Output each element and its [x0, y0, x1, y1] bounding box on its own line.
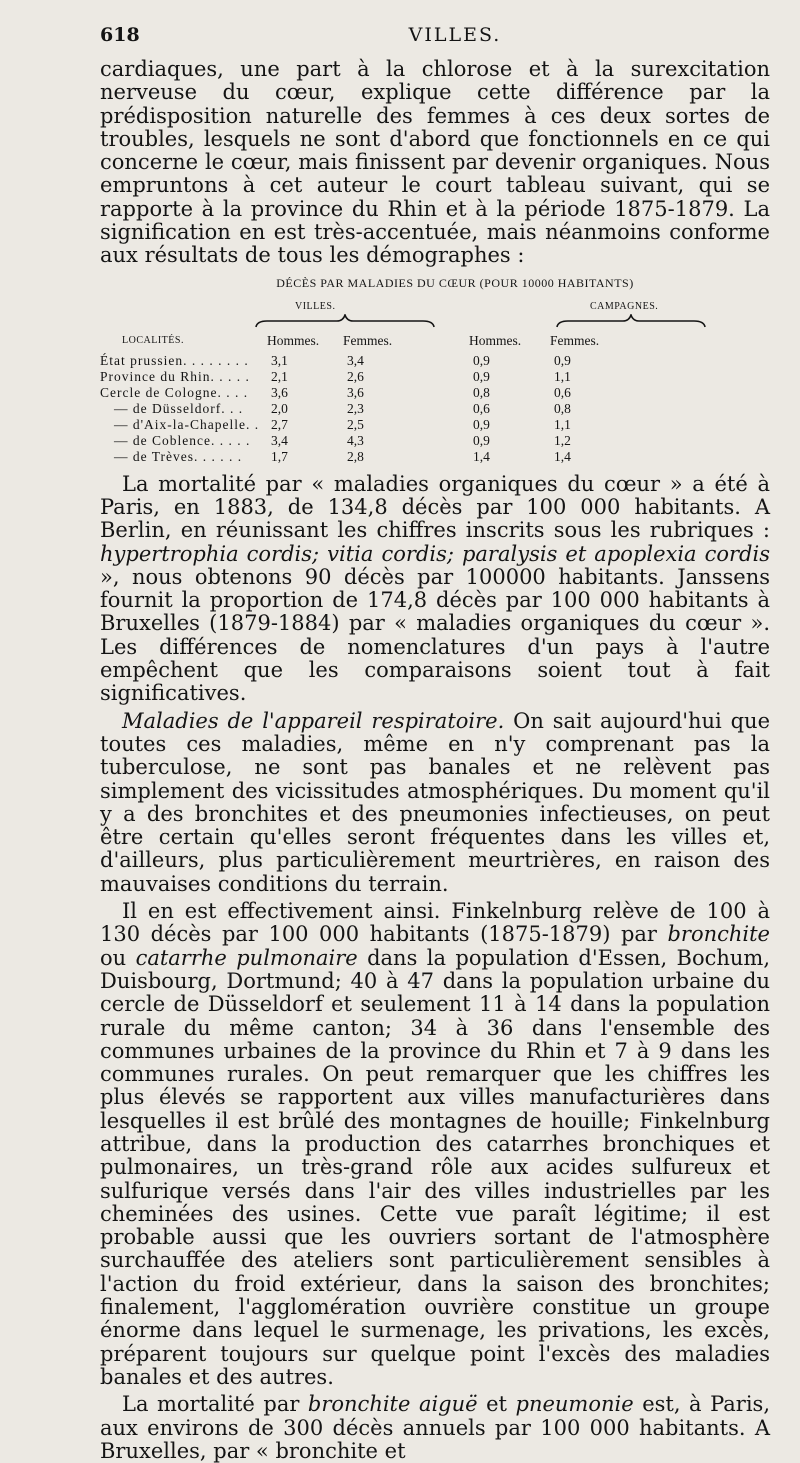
cell-campagnes-femmes: 0,8	[554, 400, 571, 416]
table-row	[100, 433, 614, 449]
text-run: dans la population d'Essen, Bochum, Duisbourg, Dortmund; 40 à 47 dans la population urbaine du cercle de Düsseldorf et seulement 11 à 14 dans la population rurale du même canton; 34 à 36 dans l'ensemble des communes urbaines de la province du Rhin et 7 à 9 dans les communes rurales. On peut remarquer que les chiffres les plus élevés se rapportent aux villes manufacturières dans lesquelles il est brûlé des montagnes de houille; Finkelnburg attribue, dans la production des catarrhes bronchiques et pulmonaires, un très-grand rôle aux acides sulfureux et sulfurique versés dans l'air des villes industrielles par les cheminées des usines. Cette vue paraît légitime; il est probable aussi que les ouvriers sortant de l'atmosphère surchauffée des ateliers sont particulièrement sensibles à l'action du froid extérieur, dans la saison des bronchites; finalement, l'agglomération ouvrière constitue un groupe énorme dans lequel le surmenage, les privations, les excès, préparent toujours sur quelque point l'excès des maladies banales et des autres.	[100, 945, 770, 1389]
text-run: », nous obtenons 90 décès par 100000 habitants. Janssens fournit la proportion de 174,8 décès par 100 000 habitants à Bruxelles (1879-1884) par « maladies organiques du cœur ». Les différences de nomenclatures d'un pays à l'autre empêchent que les comparaisons soient tout à fait significatives.	[100, 564, 770, 706]
page-header	[100, 0, 770, 58]
row-localite: — de Düsseldorf. . .	[114, 400, 244, 416]
cell-villes-femmes: 4,3	[347, 432, 364, 448]
table-row	[100, 353, 614, 369]
table-grid	[100, 333, 614, 465]
section-heading: Maladies de l'appareil respiratoire.	[122, 708, 505, 733]
cell-villes-femmes: 2,5	[347, 416, 364, 432]
cell-villes-hommes: 2,1	[271, 368, 288, 384]
table-header-row	[100, 333, 614, 353]
paragraph-heart-mortality	[100, 473, 770, 706]
table-title: DÉCÈS PAR MALADIES DU CŒUR (POUR 10000 HABITANTS)	[276, 275, 634, 290]
row-localite: État prussien. . . . . . . .	[100, 352, 249, 368]
group-villes-label: VILLES.	[295, 300, 336, 312]
cell-villes-hommes: 2,0	[271, 400, 288, 416]
italic-term: bronchite aiguë	[307, 1392, 478, 1417]
cell-villes-hommes: 3,4	[271, 432, 288, 448]
col-campagnes-femmes: Femmes.	[550, 332, 600, 348]
text-run: La mortalité par « maladies organiques du cœur » a été à Paris, en 1883, de 134,8 décès par 100 000 habitants. A Berlin, en réunissant les chiffres inscrits sous les rubriques :	[100, 471, 770, 543]
text-run: La mortalité par	[122, 1392, 308, 1417]
table-row	[100, 449, 614, 465]
brace-campagnes-icon	[556, 314, 706, 328]
col-villes-femmes: Femmes.	[343, 332, 393, 348]
cell-campagnes-femmes: 1,1	[554, 416, 571, 432]
table-row	[100, 401, 614, 417]
text-run: Il en est effectivement ainsi. Finkelnburg relève de 100 à 130 décès par 100 000 habitants (1875-1879) par	[100, 899, 770, 947]
intro-paragraph: cardiaques, une part à la chlorose et à la surexcitation nerveuse du cœur, explique cette différence par la prédisposition naturelle des femmes à ces deux sortes de troubles, lesquels ne sont d'abord que fonctionnels en ce qui concerne le cœur, mais finissent par devenir organiques. Nous empruntons à cet auteur le court tableau suivant, qui se rapporte à la province du Rhin et à la période 1875-1879. La signification en est très-accentuée, mais néanmoins conforme aux résultats de tous les démographes :	[100, 57, 770, 268]
table-row	[100, 385, 614, 401]
text-run: et	[477, 1392, 516, 1417]
cell-villes-femmes: 2,3	[347, 400, 364, 416]
row-localite: — de Coblence. . . . .	[114, 432, 251, 448]
paragraph-finkelnburg	[100, 900, 770, 1389]
cell-campagnes-femmes: 1,4	[554, 448, 571, 464]
cell-campagnes-hommes: 0,6	[473, 400, 490, 416]
cell-campagnes-hommes: 1,4	[473, 448, 490, 464]
text-run: On sait aujourd'hui que toutes ces maladies, même en n'y comprenant pas la tuberculose, ne sont pas banales et ne relèvent pas simplement des vicissitudes atmosphériques. Du moment qu'il y a des bronchites et des pneumonies infectieuses, on peut être certain qu'elles seront fréquentes dans les villes et, d'ailleurs, plus particulièrement meurtrières, en raison des mauvaises conditions du terrain.	[100, 708, 770, 896]
paragraph-respiratory	[100, 710, 770, 896]
paragraph-bronchitis	[100, 1393, 770, 1463]
cell-villes-femmes: 3,4	[347, 352, 364, 368]
page-number: 618	[100, 24, 140, 46]
cell-villes-hommes: 3,1	[271, 352, 288, 368]
row-localite: Province du Rhin. . . . .	[100, 368, 250, 384]
cell-villes-hommes: 1,7	[271, 448, 288, 464]
italic-term: bronchite	[667, 922, 770, 947]
text-run: ou	[100, 945, 136, 970]
cell-villes-femmes: 2,6	[347, 368, 364, 384]
latin-terms: hypertrophia cordis; vitia cordis; paralysis et apoplexia cordis	[100, 541, 770, 566]
cell-campagnes-femmes: 1,2	[554, 432, 571, 448]
cell-villes-femmes: 3,6	[347, 384, 364, 400]
cell-villes-hommes: 2,7	[271, 416, 288, 432]
brace-villes-icon	[255, 314, 435, 328]
text-run: est, à Paris, aux environs de 300 décès annuels par 100 000 habitants. A Bruxelles, par « bronchite et	[100, 1392, 771, 1463]
group-campagnes-label: CAMPAGNES.	[590, 300, 659, 312]
cell-campagnes-hommes: 0,9	[473, 432, 490, 448]
col-villes-hommes: Hommes.	[267, 332, 320, 348]
cell-villes-hommes: 3,6	[271, 384, 288, 400]
cell-campagnes-hommes: 0,9	[473, 416, 490, 432]
col-localites: LOCALITÉS.	[122, 335, 184, 347]
row-localite: — de Trèves. . . . . .	[114, 448, 243, 464]
italic-term: pneumonie	[515, 1392, 634, 1417]
col-campagnes-hommes: Hommes.	[469, 332, 522, 348]
table-row	[100, 417, 614, 433]
heart-disease-table	[100, 276, 770, 465]
cell-campagnes-femmes: 1,1	[554, 368, 571, 384]
table-row	[100, 369, 614, 385]
cell-campagnes-hommes: 0,9	[473, 352, 490, 368]
row-localite: — d'Aix-la-Chapelle. .	[114, 416, 260, 432]
cell-campagnes-femmes: 0,9	[554, 352, 571, 368]
cell-villes-femmes: 2,8	[347, 448, 364, 464]
running-title: VILLES.	[408, 24, 502, 46]
row-localite: Cercle de Cologne. . . .	[100, 384, 249, 400]
cell-campagnes-hommes: 0,9	[473, 368, 490, 384]
italic-term: catarrhe pulmonaire	[135, 945, 358, 970]
cell-campagnes-hommes: 0,8	[473, 384, 490, 400]
table-group-headers	[100, 301, 770, 333]
cell-campagnes-femmes: 0,6	[554, 384, 571, 400]
